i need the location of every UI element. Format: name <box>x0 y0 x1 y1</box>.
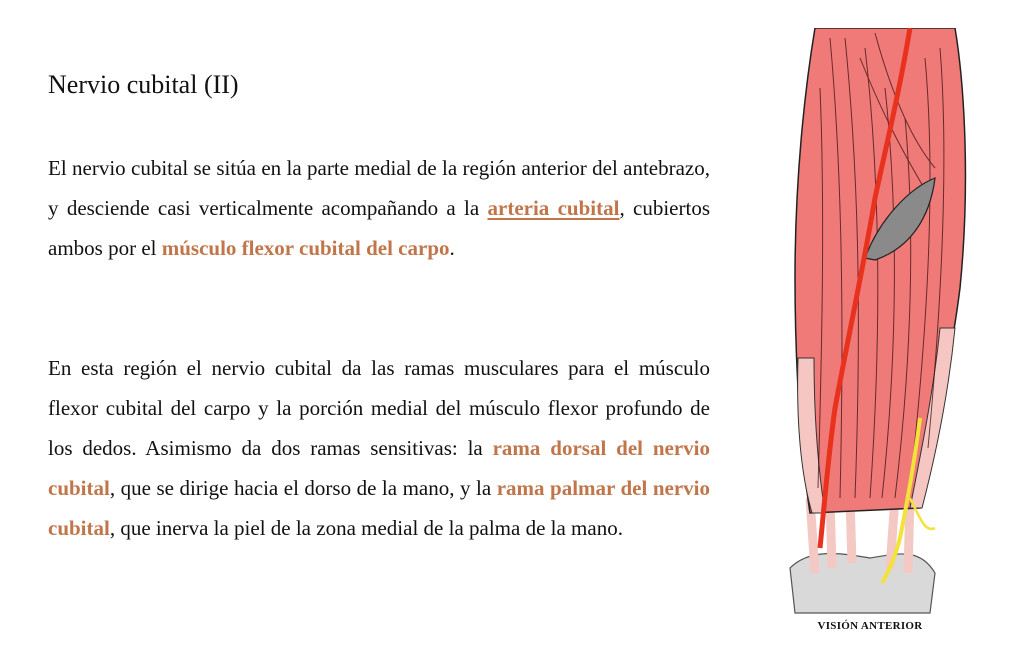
paragraph-2 <box>48 348 710 548</box>
paragraph-1-text-b: , cubiertos ambos por el <box>48 196 710 260</box>
paragraph-2-text-a: En esta región el nervio cubital da las ramas musculares para el músculo flexor cubital del carpo y la porción medial del músculo flexor profundo de los dedos. Asimismo da dos ramas sensitivas: la <box>48 356 710 460</box>
rama-dorsal-link[interactable]: rama dorsal del nervio cubital <box>48 436 710 500</box>
paragraph-1-text-a: El nervio cubital se sitúa en la parte medial de la región anterior del antebrazo, y desciende casi verticalmente acompañando a la <box>48 156 710 220</box>
forearm-anatomy-illustration <box>770 28 970 618</box>
paragraph-1 <box>48 148 710 268</box>
paragraph-1-text-c: . <box>449 236 455 260</box>
page-title: Nervio cubital (II) <box>48 70 239 99</box>
paragraph-2-text-c: , que inerva la piel de la zona medial de la palma de la mano. <box>109 516 623 540</box>
arteria-cubital-link[interactable]: arteria cubital <box>487 196 620 220</box>
figure-caption: VISIÓN ANTERIOR <box>817 620 923 632</box>
paragraph-2-text-b: , que se dirige hacia el dorso de la mano, y la <box>109 476 497 500</box>
rama-palmar-link[interactable]: rama palmar del nervio cubital <box>48 476 710 540</box>
musculo-flexor-cubital-link[interactable]: músculo flexor cubital del carpo <box>161 236 450 260</box>
